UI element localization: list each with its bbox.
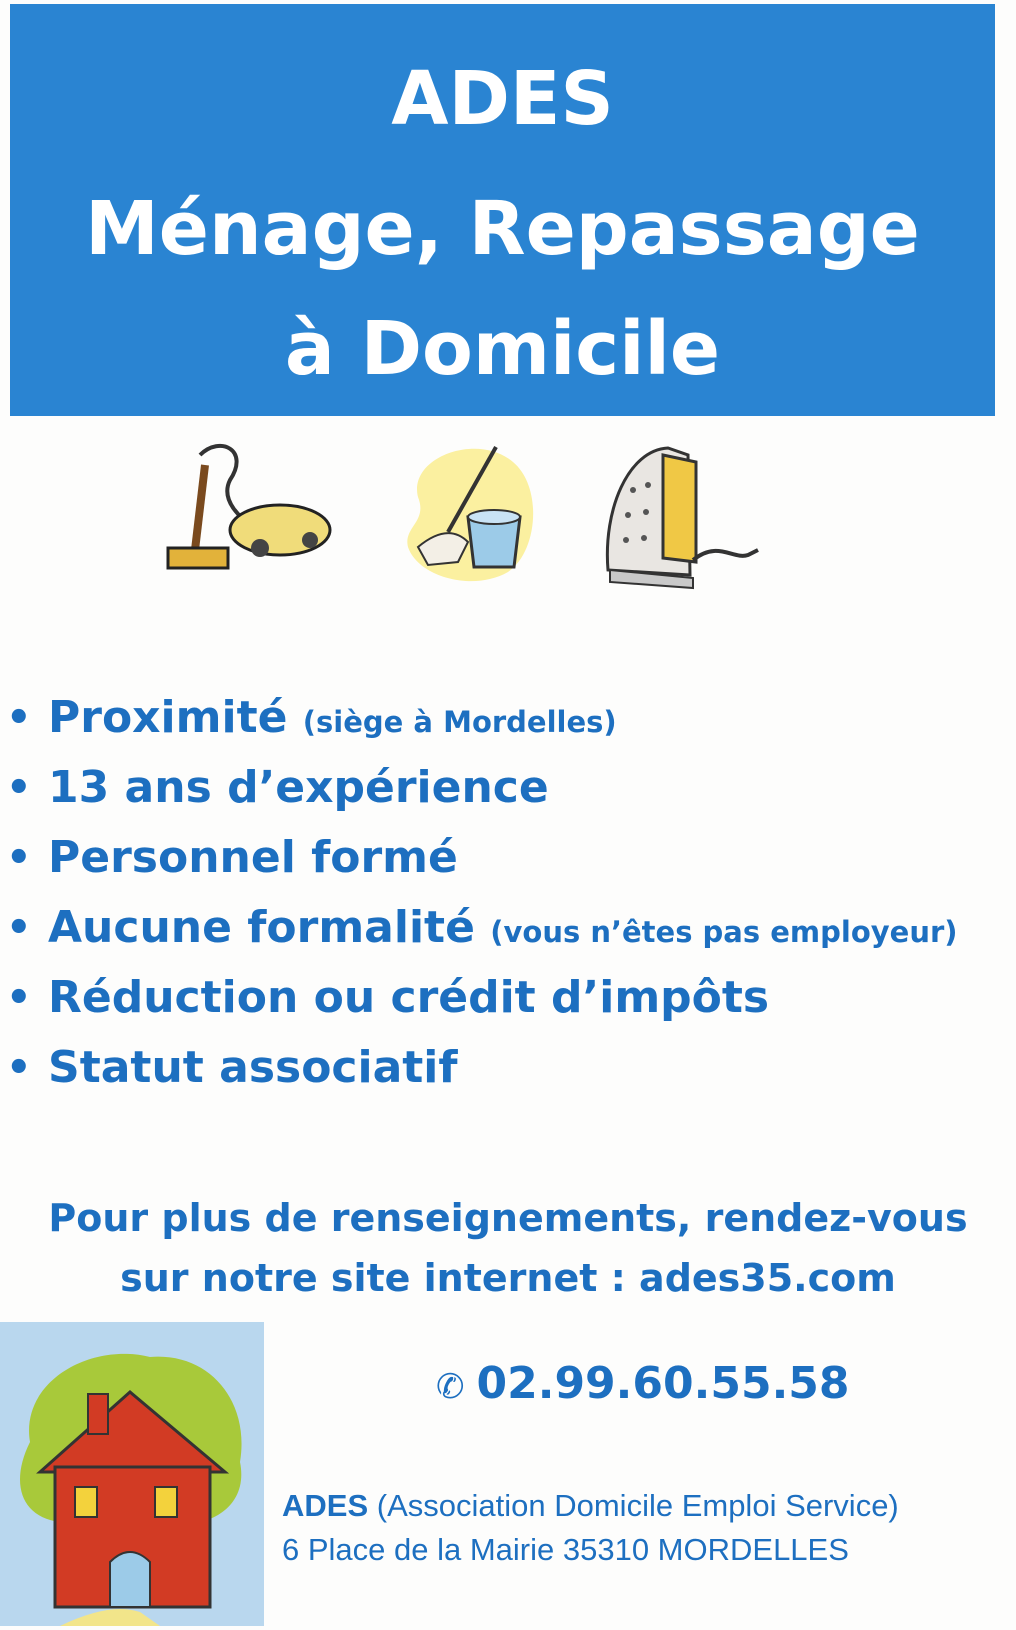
feature-text: Personnel formé bbox=[48, 832, 458, 883]
vacuum-cleaner-icon bbox=[160, 440, 340, 590]
list-item bbox=[0, 830, 1016, 900]
header-banner bbox=[10, 4, 995, 416]
address-block bbox=[282, 1484, 899, 1572]
banner-title: ADES bbox=[391, 56, 614, 142]
banner-subtitle-2: à Domicile bbox=[284, 306, 721, 392]
list-item bbox=[0, 1040, 1016, 1110]
list-item bbox=[0, 970, 1016, 1040]
feature-text: Proximité bbox=[48, 692, 288, 743]
list-item bbox=[0, 690, 1016, 760]
feature-text: Réduction ou crédit d’impôts bbox=[48, 972, 770, 1023]
feature-note: (vous n’êtes pas employeur) bbox=[490, 915, 958, 949]
bullet: • bbox=[6, 835, 32, 881]
list-item bbox=[0, 900, 1016, 970]
bullet: • bbox=[6, 975, 32, 1021]
bullet: • bbox=[6, 695, 32, 741]
website-line: sur notre site internet : ades35.com bbox=[120, 1256, 896, 1300]
feature-text: Aucune formalité bbox=[48, 902, 475, 953]
bullet: • bbox=[6, 765, 32, 811]
feature-note: (siège à Mordelles) bbox=[302, 705, 617, 739]
bullet: • bbox=[6, 1045, 32, 1091]
feature-text: 13 ans d’expérience bbox=[48, 762, 549, 813]
house-logo bbox=[0, 1322, 264, 1626]
street-address: 6 Place de la Mairie 35310 MORDELLES bbox=[282, 1532, 849, 1567]
phone-icon: ✆ bbox=[436, 1367, 465, 1407]
features-list bbox=[0, 690, 1016, 1110]
feature-text: Statut associatif bbox=[48, 1042, 458, 1093]
org-name: ADES bbox=[282, 1488, 369, 1523]
phone-number bbox=[436, 1356, 850, 1415]
mop-bucket-icon bbox=[398, 437, 548, 587]
list-item bbox=[0, 760, 1016, 830]
org-full-name: (Association Domicile Emploi Service) bbox=[376, 1488, 899, 1523]
phone-number-text: 02.99.60.55.58 bbox=[476, 1358, 850, 1409]
info-text bbox=[0, 1188, 1016, 1308]
info-line-1: Pour plus de renseignements, rendez-vous bbox=[48, 1196, 968, 1240]
iron-icon bbox=[598, 440, 778, 600]
bullet: • bbox=[6, 905, 32, 951]
banner-subtitle: Ménage, Repassage bbox=[85, 186, 920, 272]
